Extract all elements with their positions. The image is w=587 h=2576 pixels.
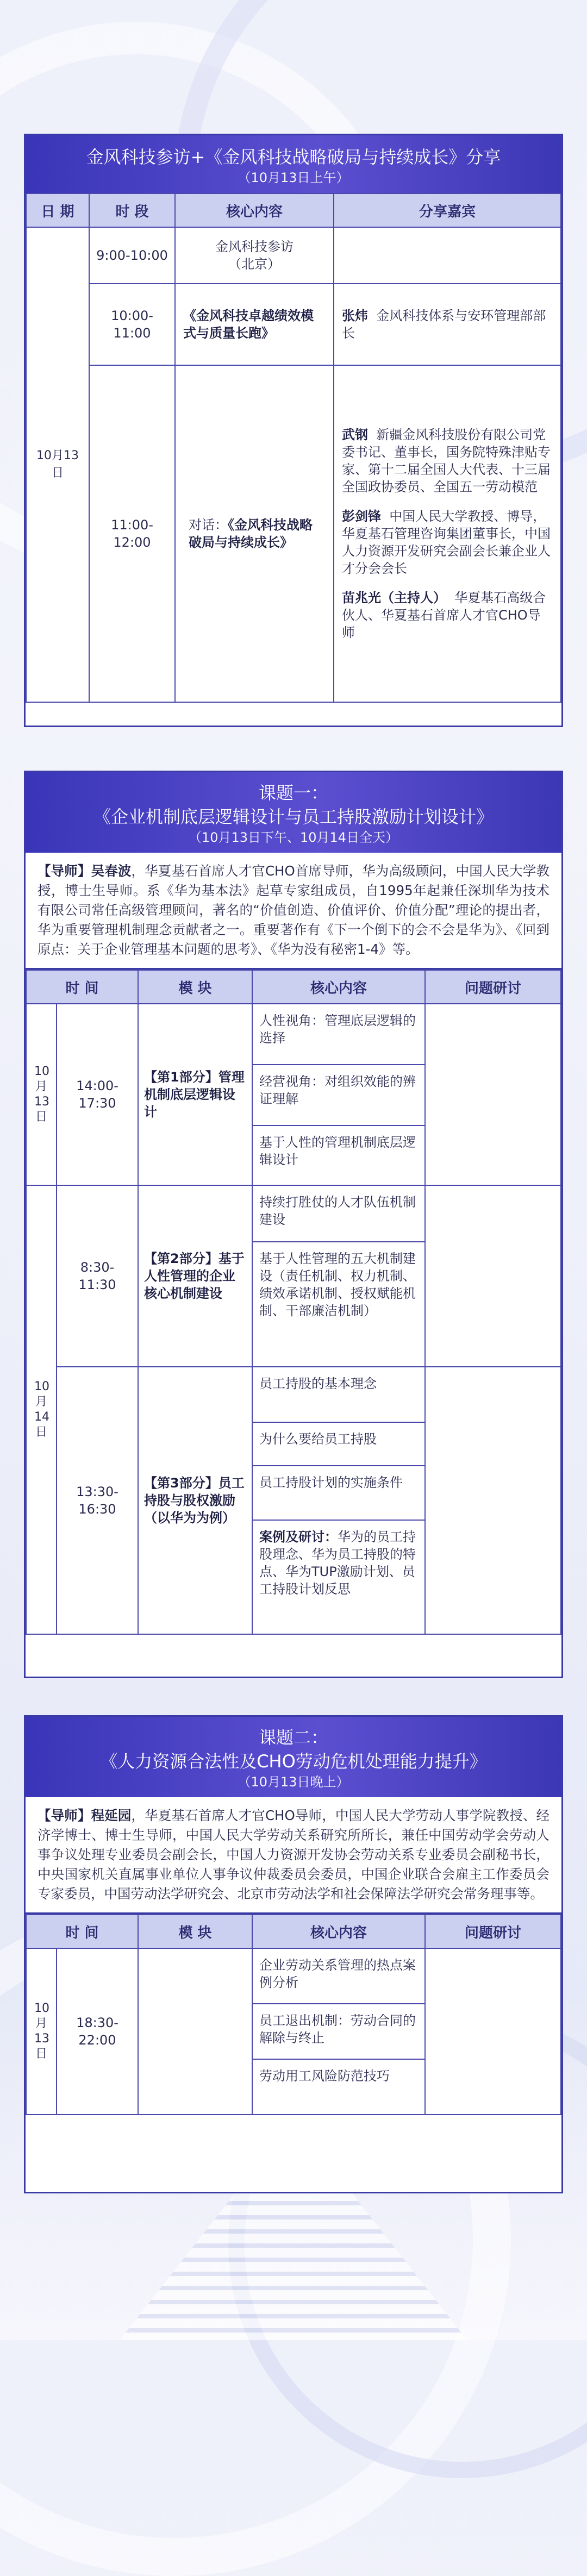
content-item: 人性视角：管理底层逻辑的选择: [253, 1004, 424, 1065]
content-prefix: 对话：: [189, 517, 228, 533]
time-cell: 10:00-11:00: [89, 284, 175, 365]
header-date: 日 期: [26, 193, 89, 227]
mentor-name: 吴春波: [91, 863, 132, 879]
mentor-label: 【导师】: [38, 863, 91, 879]
session-topic-two: [24, 1715, 563, 2193]
guest-entry: [342, 508, 553, 577]
table-row: [26, 1004, 561, 1185]
discussion-cell: [425, 1948, 561, 2115]
time-cell: 18:30-22:00: [57, 1948, 138, 2115]
session-subtitle: （10月13日下午、10月14日全天）: [188, 830, 399, 845]
session-title: 《人力资源合法性及CHO劳动危机处理能力提升》: [100, 1751, 487, 1772]
content-cell: 金风科技参访 （北京）: [175, 227, 334, 284]
time-cell: 13:30-16:30: [57, 1367, 138, 1634]
mentor-label: 【导师】: [38, 1808, 91, 1823]
module-cell: [138, 1948, 252, 2115]
content-cell: [175, 365, 334, 702]
table-row: [26, 284, 561, 365]
header-module: 模 块: [138, 1915, 252, 1948]
content-item: 基于人性的管理机制底层逻辑设计: [259, 1135, 416, 1167]
guest-name: 张炜: [342, 308, 368, 323]
session-jinfeng: [24, 134, 563, 727]
content-item: 员工持股的基本理念: [253, 1367, 424, 1423]
discussion-cell: [425, 1185, 561, 1367]
table-row: [26, 1948, 561, 2115]
module-cell: 【第1部分】管理机制底层逻辑设计: [138, 1004, 252, 1185]
content-item: 企业劳动关系管理的热点案例分析: [253, 1949, 424, 2004]
content-cell: [252, 1367, 425, 1634]
content-cell: 《金风科技卓越绩效模式与质量长跑》: [175, 284, 334, 365]
guest-name: 彭剑锋: [342, 509, 381, 524]
schedule-table: [26, 193, 561, 703]
mentor-intro: [26, 1797, 561, 1914]
header-content: 核心内容: [175, 193, 334, 227]
content-cell: [252, 1948, 425, 2115]
discussion-cell: [425, 1367, 561, 1634]
content-item: 劳动用工风险防范技巧: [259, 2068, 390, 2084]
guest-desc: 金风科技体系与安环管理部部长: [342, 308, 546, 341]
mentor-desc: ，华夏基石首席人才官CHO导师，中国人民大学劳动人事学院教授、经济学博士、博士生导师，中国人民大学劳动关系研究所所长，兼任中国劳动学会劳动人事争议处理专业委员会副会长，中国人力资源开发协会劳动关系专业委员会副秘书长，中央国家机关直属事业单位人事争议仲裁委员会委员，中国企业联合会雇主工作委员会专家委员，中国劳动法学研究会、北京市劳动法学和社会保障法学研究会常务理事等。: [38, 1808, 550, 1902]
mentor-name: 程延园: [91, 1808, 132, 1823]
table-row: [26, 1367, 561, 1634]
session-header: [26, 135, 561, 193]
table-row: [26, 1185, 561, 1367]
module-cell: 【第3部分】员工持股与股权激励（以华为为例）: [138, 1367, 252, 1634]
session-title-label: 课题二：: [258, 1727, 328, 1748]
content-item: 员工退出机制：劳动合同的解除与终止: [253, 2004, 424, 2060]
header-guest: 分享嘉宾: [334, 193, 561, 227]
table-header-row: [26, 193, 561, 227]
content-item: 员工持股计划的实施条件: [253, 1466, 424, 1521]
mentor-intro: [26, 853, 561, 970]
time-cell: 14:00-17:30: [57, 1004, 138, 1185]
content-item: 基于人性管理的五大机制建设（责任机制、权力机制、绩效承诺机制、授权赋能机制、干部廉洁机制）: [259, 1251, 416, 1318]
guest-cell: [334, 227, 561, 284]
schedule-table: [26, 1914, 561, 2115]
date-cell: 10月13日: [26, 1004, 57, 1185]
time-cell: 11:00-12:00: [89, 365, 175, 702]
schedule-table: [26, 970, 561, 1635]
session-title-label: 课题一：: [258, 783, 328, 803]
table-header-row: [26, 1915, 561, 1948]
session-title: 《企业机制底层逻辑设计与员工持股激励计划设计》: [93, 806, 494, 827]
header-time: 时 段: [89, 193, 175, 227]
guest-cell: [334, 365, 561, 702]
guest-cell: [334, 284, 561, 365]
content-item: 为什么要给员工持股: [253, 1423, 424, 1466]
content-item: 经营视角：对组织效能的辨证理解: [253, 1065, 424, 1126]
case-label: 案例及研讨：: [259, 1529, 338, 1545]
table-row: [26, 365, 561, 702]
session-topic-one: [24, 771, 563, 1678]
header-time: 时 间: [26, 970, 138, 1004]
content-title: 《金风科技战略破局与持续成长》: [189, 517, 313, 550]
module-cell: 【第2部分】基于人性管理的企业核心机制建设: [138, 1185, 252, 1367]
header-time: 时 间: [26, 1915, 138, 1948]
date-cell: 10月13日: [26, 1948, 57, 2115]
discussion-cell: [425, 1004, 561, 1185]
guest-name: 苗兆光（主持人）: [342, 590, 446, 605]
header-module: 模 块: [138, 970, 252, 1004]
date-cell: 10月14日: [26, 1185, 57, 1634]
session-title: 金风科技参访+《金风科技战略破局与持续成长》分享: [86, 147, 501, 167]
session-header: [26, 1717, 561, 1797]
session-subtitle: （10月13日上午）: [238, 170, 349, 185]
time-cell: 9:00-10:00: [89, 227, 175, 284]
guest-entry: [342, 589, 553, 641]
guest-desc: 华夏基石高级合伙人、华夏基石首席人才官CHO导师: [342, 590, 546, 640]
table-row: [26, 227, 561, 284]
guest-desc: 中国人民大学教授、博导，华夏基石管理咨询集团董事长，中国人力资源开发研究会副会长兼企业人才分会会长: [342, 509, 551, 576]
date-cell: 10月13日: [26, 227, 89, 702]
case-text: 华为的员工持股理念、华为员工持股的特点、华为TUP激励计划、员工持股计划反思: [259, 1529, 416, 1597]
content-item-case: [253, 1521, 424, 1634]
header-content: 核心内容: [252, 1915, 425, 1948]
session-subtitle: （10月13日晚上）: [238, 1774, 349, 1790]
content-cell: [252, 1185, 425, 1367]
table-header-row: [26, 970, 561, 1004]
time-cell: 8:30-11:30: [57, 1185, 138, 1367]
header-discussion: 问题研讨: [425, 970, 561, 1004]
guest-entry: [342, 426, 553, 496]
guest-desc: 新疆金风科技股份有限公司党委书记、董事长，国务院特殊津贴专家、第十二届全国人大代表、十三届全国政协委员、全国五一劳动模范: [342, 427, 551, 495]
content-item: 持续打胜仗的人才队伍机制建设: [253, 1186, 424, 1242]
session-header: [26, 772, 561, 853]
mentor-desc: ，华夏基石首席人才官CHO首席导师，华为高级顾问，中国人民大学教授，博士生导师。系《华为基本法》起草专家组成员，自1995年起兼任深圳华为技术有限公司常任高级管理顾问，著名的“价值创造、价值评价、价值分配”理论的提出者，华为重要管理机制理念贡献者之一。重要著作有《下一个倒下的会不会是华为》、《回到原点：关于企业管理基本问题的思考》、《华为没有秘密1-4》等。: [38, 863, 550, 957]
header-discussion: 问题研讨: [425, 1915, 561, 1948]
header-content: 核心内容: [252, 970, 425, 1004]
guest-name: 武钢: [342, 427, 368, 442]
content-cell: [252, 1004, 425, 1185]
